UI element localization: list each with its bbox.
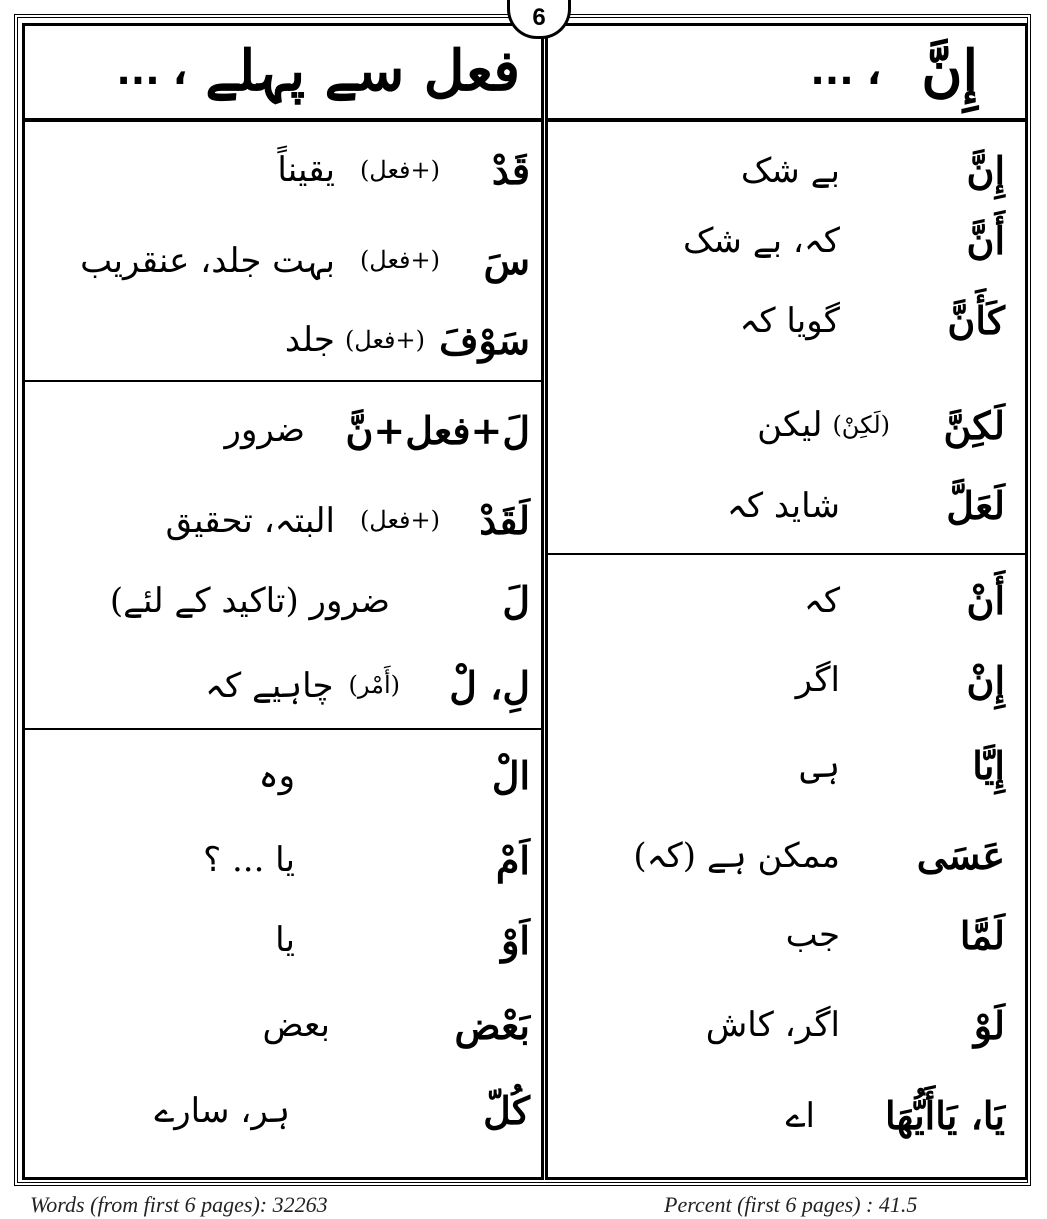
meaning: چاہیے کہ (205, 665, 334, 706)
term: لَ (502, 577, 530, 623)
term: كُلّ (483, 1087, 530, 1133)
list-item (560, 475, 1005, 535)
list-item (560, 735, 1005, 795)
left-header-dots: ، ... (116, 49, 188, 93)
meaning: البتہ، تحقیق (165, 500, 335, 541)
note: (+فعل) (359, 246, 440, 274)
meaning: بعض (262, 1005, 330, 1045)
left-header-rule (25, 118, 541, 122)
list-item (560, 290, 1005, 350)
term: سَ (483, 237, 530, 283)
meaning: اگر (795, 660, 840, 700)
meaning: ممکن ہے (کہ) (633, 835, 840, 876)
list-item (560, 1085, 1005, 1145)
list-item (560, 140, 1005, 200)
meaning: لیکن (757, 405, 823, 445)
meaning: شاید کہ (726, 485, 840, 526)
meaning: یا (275, 920, 295, 960)
meaning: بہت جلد، عنقریب (80, 240, 335, 281)
list-item (35, 830, 530, 890)
term: لَ+فعل+نَّ (345, 407, 530, 453)
column-divider (541, 23, 548, 1180)
meaning: یا ... ؟ (203, 840, 295, 880)
right-header-rule (548, 118, 1025, 122)
page-number: 6 (532, 4, 546, 31)
note: (+فعل) (359, 506, 440, 534)
term: إِيَّا (972, 742, 1005, 788)
term: إِنَّ (966, 147, 1005, 193)
meaning: ہی (800, 745, 840, 786)
list-item (560, 825, 1005, 885)
list-item (35, 995, 530, 1055)
footer-word-count: Words (from first 6 pages): 32263 (30, 1192, 328, 1217)
list-item (35, 310, 530, 370)
list-item (35, 400, 530, 460)
term: أَنْ (966, 577, 1005, 623)
right-header-title: إِنَّ (921, 38, 978, 104)
list-item (35, 745, 530, 805)
term: الْ (491, 752, 530, 798)
list-item (35, 570, 530, 630)
meaning: اگر، کاش (705, 1005, 840, 1045)
meaning: یقیناً (277, 150, 335, 190)
note: (لَکِنْ) (832, 411, 890, 439)
term: لَكِنَّ (943, 402, 1005, 448)
meaning: ضرور (تاکید کے لئے) (109, 580, 390, 621)
list-item (560, 650, 1005, 710)
term: لَقَدْ (479, 497, 530, 543)
term: أَنَّ (966, 217, 1005, 263)
term: يَا، يَاأَيُّهَا (884, 1092, 1005, 1138)
list-item (35, 655, 530, 715)
list-item (35, 490, 530, 550)
list-item (560, 995, 1005, 1055)
note: (+فعل) (344, 326, 425, 354)
meaning: ہر، سارے (154, 1090, 290, 1131)
list-item (35, 140, 530, 200)
meaning: جلد (284, 320, 335, 360)
right-header-dots: ، ... (810, 49, 882, 93)
term: لِ، لْ (449, 662, 530, 708)
list-item (35, 1080, 530, 1140)
meaning: کہ (803, 580, 840, 621)
list-item (560, 905, 1005, 965)
term: اَوْ (501, 917, 530, 963)
term: لَعَلَّ (946, 482, 1005, 528)
term: بَعْض (454, 1002, 530, 1048)
list-item (560, 395, 1005, 455)
meaning: وہ (258, 755, 295, 796)
left-section-rule (25, 380, 541, 382)
term: قَدْ (491, 147, 530, 193)
left-header-title: فعل سے پہلے (205, 38, 520, 104)
term: سَوْفَ (439, 317, 530, 363)
term: عَسَى (916, 832, 1005, 878)
term: كَأَنَّ (947, 297, 1005, 343)
left-section-rule (25, 728, 541, 730)
left-column-header (60, 26, 530, 116)
term: إِنْ (966, 657, 1005, 703)
meaning: ضرور (224, 410, 305, 450)
right-section-rule (548, 553, 1025, 555)
list-item (560, 210, 1005, 270)
meaning: کہ، بے شک (682, 220, 840, 261)
list-item (35, 910, 530, 970)
term: لَمَّا (959, 912, 1005, 958)
right-column-header (560, 26, 1000, 116)
meaning: جب (785, 915, 840, 955)
note: (+فعل) (359, 156, 440, 184)
note: (أَمْر) (348, 671, 400, 699)
list-item (560, 570, 1005, 630)
list-item (35, 230, 530, 290)
meaning: بے شک (740, 150, 840, 191)
meaning: گویا کہ (739, 300, 840, 341)
meaning: اے (785, 1095, 815, 1136)
footer-percent: Percent (first 6 pages) : 41.5 (664, 1192, 918, 1217)
term: اَمْ (495, 837, 530, 883)
term: لَوْ (973, 1002, 1005, 1048)
